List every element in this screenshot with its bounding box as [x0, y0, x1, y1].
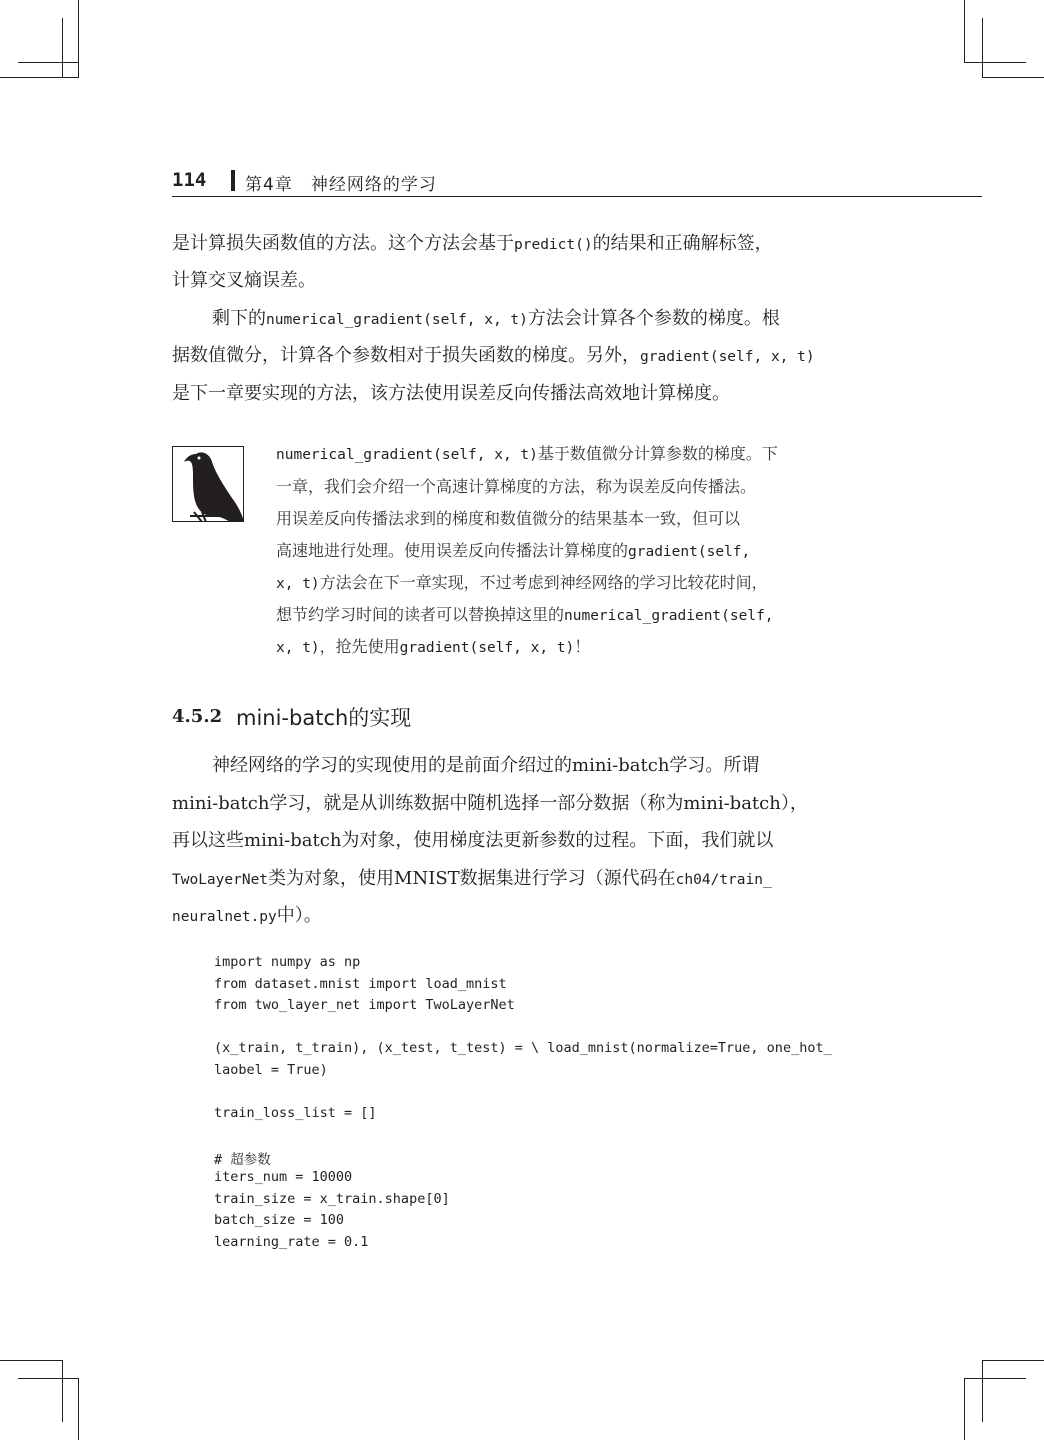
- inline-code: numerical_gradient(self, x, t): [266, 312, 528, 328]
- crop-mark: [62, 18, 63, 78]
- inline-code: gradient(self, x, t): [399, 640, 575, 656]
- inline-code: x, t): [276, 640, 320, 656]
- code-line: (x_train, t_train), (x_test, t_test) = \ load_mnist(normalize=True, one_hot_: [214, 1040, 832, 1056]
- code-line: from two_layer_net import TwoLayerNet: [214, 997, 515, 1013]
- code-line: iters_num = 10000: [214, 1169, 353, 1185]
- paragraph-line: mini-batch学习，就是从训练数据中随机选择一部分数据（称为mini-batch），: [172, 793, 808, 814]
- crop-mark: [18, 1378, 79, 1379]
- paragraph-line: 神经网络的学习的实现使用的是前面介绍过的mini-batch学习。所谓: [212, 755, 760, 776]
- inline-code: gradient(self,: [628, 544, 751, 560]
- crop-mark: [964, 1378, 965, 1440]
- inline-code: TwoLayerNet: [172, 872, 269, 888]
- code-line: # 超参数: [214, 1152, 271, 1168]
- crop-mark: [78, 1378, 79, 1440]
- code-line: train_loss_list = []: [214, 1105, 377, 1121]
- text-run: 的结果和正确解标签，: [592, 233, 773, 254]
- note-line: [276, 570, 856, 593]
- paragraph-line: [172, 229, 852, 255]
- code-line: train_size = x_train.shape[0]: [214, 1191, 450, 1207]
- paragraph-line: 计算交叉熵误差。: [172, 270, 316, 291]
- crop-mark: [982, 1360, 983, 1422]
- crop-mark: [78, 0, 79, 77]
- bird-note-icon: [172, 446, 244, 522]
- text-run: 方法会在下一章实现，不过考虑到神经网络的学习比较花时间，: [319, 573, 768, 592]
- inline-code: ch04/train_: [675, 872, 772, 888]
- code-line: from dataset.mnist import load_mnist: [214, 976, 507, 992]
- running-header: [172, 166, 982, 197]
- code-line: import numpy as np: [214, 954, 361, 970]
- page-number: 114: [172, 169, 207, 191]
- note-line: [276, 441, 856, 464]
- crop-mark: [964, 0, 965, 62]
- crop-mark: [982, 77, 1044, 78]
- crop-mark: [62, 1360, 63, 1422]
- crop-mark: [0, 77, 79, 78]
- crop-mark: [0, 1360, 63, 1361]
- crop-mark: [982, 18, 983, 78]
- paragraph-line: [172, 341, 852, 367]
- inline-code: numerical_gradient(self, x, t): [276, 447, 538, 463]
- paragraph-line: [172, 864, 852, 890]
- paragraph-line: 再以这些mini-batch为对象，使用梯度法更新参数的过程。下面，我们就以: [172, 830, 774, 851]
- note-line: [276, 538, 856, 561]
- text-run: 剩下的: [212, 308, 266, 329]
- text-run: ！: [574, 637, 591, 656]
- inline-code: numerical_gradient(self,: [564, 608, 774, 624]
- chapter-title: 第4章 神经网络的学习: [245, 175, 437, 195]
- paragraph-line: 是下一章要实现的方法，该方法使用误差反向传播法高效地计算梯度。: [172, 383, 730, 404]
- section-title: mini-batch的实现: [236, 706, 412, 730]
- section-number: 4.5.2: [172, 706, 223, 727]
- header-divider: [231, 170, 235, 191]
- note-line: 用误差反向传播法求到的梯度和数值微分的结果基本一致，但可以: [276, 509, 741, 528]
- note-line: 一章，我们会介绍一个高速计算梯度的方法，称为误差反向传播法。: [276, 477, 757, 496]
- inline-code: x, t): [276, 576, 320, 592]
- text-run: 是计算损失函数值的方法。这个方法会基于: [172, 233, 514, 254]
- text-run: 方法会计算各个参数的梯度。根: [527, 308, 780, 329]
- inline-code: predict(): [514, 237, 593, 253]
- code-line: laobel = True): [214, 1062, 328, 1078]
- text-run: 基于数值微分计算参数的梯度。下: [537, 444, 778, 463]
- crop-mark: [982, 1360, 1044, 1361]
- crop-mark: [964, 62, 1026, 63]
- note-line: [276, 602, 856, 625]
- inline-code: neuralnet.py: [172, 909, 277, 925]
- text-run: 据数值微分，计算各个参数相对于损失函数的梯度。另外，: [172, 345, 640, 366]
- note-line: [276, 634, 856, 657]
- text-run: 高速地进行处理。使用误差反向传播法计算梯度的: [276, 541, 629, 560]
- paragraph-line: [172, 901, 852, 927]
- text-run: 想节约学习时间的读者可以替换掉这里的: [276, 605, 565, 624]
- inline-code: gradient(self, x, t): [640, 349, 815, 365]
- text-run: ，抢先使用: [319, 637, 400, 656]
- text-run: 类为对象，使用MNIST数据集进行学习（源代码在: [268, 868, 676, 889]
- code-line: batch_size = 100: [214, 1212, 345, 1228]
- crop-mark: [964, 1378, 1026, 1379]
- text-run: 中）。: [276, 905, 322, 926]
- crop-mark: [18, 62, 79, 63]
- code-line: learning_rate = 0.1: [214, 1234, 369, 1250]
- paragraph-line: [212, 304, 892, 330]
